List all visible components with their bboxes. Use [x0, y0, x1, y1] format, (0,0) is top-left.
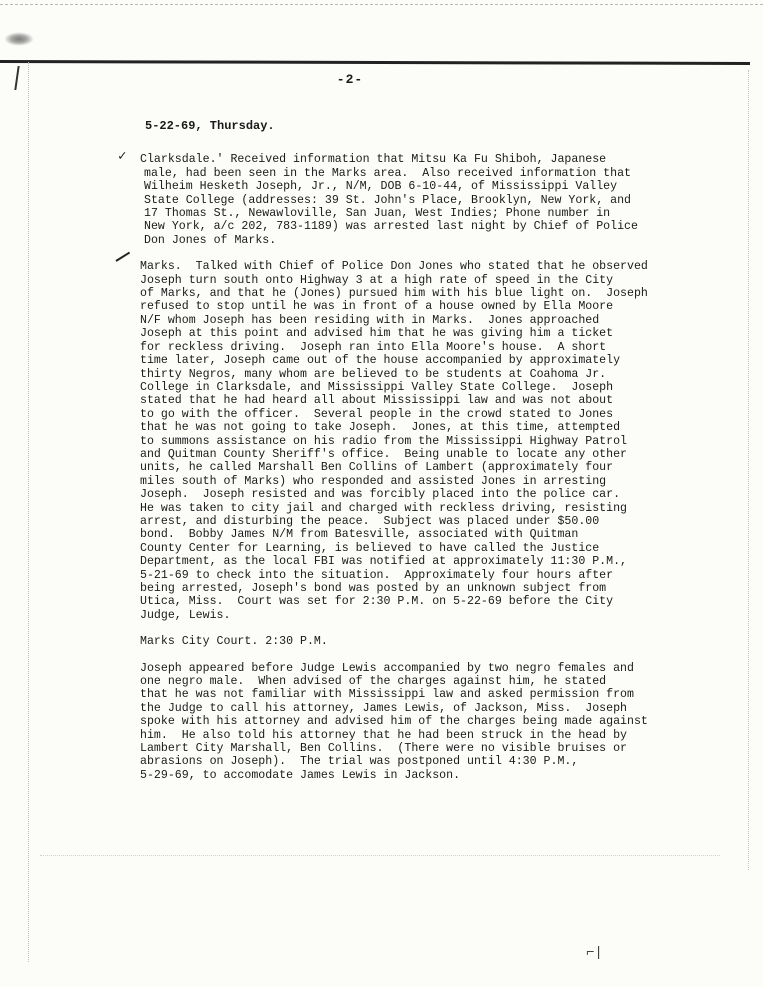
text-line: to summons assistance on his radio from the Mississippi Highway Patrol: [140, 434, 628, 448]
text-line: Joseph. Joseph resisted and was forcibly placed into the police car.: [140, 488, 621, 502]
text-line: miles south of Marks) who responded and assisted Jones in arresting: [140, 474, 607, 488]
text-line: thirty Negros, many whom are believed to be students at Coahoma Jr.: [140, 367, 607, 381]
text-line: and Quitman County Sheriff's office. Being unable to locate any other: [140, 447, 628, 461]
text-line: Judge, Lewis.: [140, 608, 231, 622]
paragraph-court: [140, 662, 740, 783]
page-number: -2-: [336, 72, 364, 87]
text-line: State College (addresses: 39 St. John's Place, Brooklyn, New York, and: [144, 193, 632, 207]
text-line: New York, a/c 202, 783-1189) was arrested last night by Chief of Police: [144, 220, 638, 234]
scan-right-margin: [748, 70, 749, 870]
text-line: that he was not familiar with Mississippi law and asked permission from: [140, 688, 634, 702]
scan-smudge: [4, 32, 34, 46]
text-line: him. He also told his attorney that he had been struck in the head by: [140, 728, 628, 742]
text-line: of Marks, and that he (Jones) pursued him with his blue light on. Joseph: [140, 287, 648, 301]
text-line: the Judge to call his attorney, James Lewis, of Jackson, Miss. Joseph: [140, 701, 628, 715]
text-line: Marks. Talked with Chief of Police Don Jones who stated that he observed: [140, 260, 648, 274]
paragraph-clarksdale: [118, 149, 740, 247]
handwritten-check-icon: ✓: [118, 149, 127, 166]
scan-border-top: [0, 4, 763, 5]
document-body: [118, 119, 740, 795]
text-line: 5-29-69, to accomodate James Lewis in Jackson.: [140, 768, 461, 782]
scan-noise: [40, 855, 720, 856]
text-line: Joseph turn south onto Highway 3 at a high rate of speed in the City: [140, 273, 614, 287]
text-line: N/F whom Joseph has been residing with in Marks. Jones approached: [140, 313, 600, 327]
text-line: Don Jones of Marks.: [144, 233, 277, 247]
text-line: being arrested, Joseph's bond was posted by an unknown subject from: [140, 582, 607, 595]
text-line: Department, as the local FBI was notified at approximately 11:30 P.M.,: [140, 555, 628, 569]
text-line: one negro male. When advised of the charges against him, he stated: [140, 675, 607, 689]
text-line: spoke with his attorney and advised him of the charges being made against: [140, 715, 648, 729]
text-line: Lambert City Marshall, Ben Collins. (There were no visible bruises or: [140, 742, 628, 756]
paragraph-marks: [140, 260, 740, 622]
text-line: time later, Joseph came out of the house accompanied by approximately: [140, 354, 621, 368]
handwritten-stroke-icon: [115, 252, 130, 262]
text-line: Joseph appeared before Judge Lewis accompanied by two negro females and: [140, 661, 634, 675]
text-line: 5-21-69 to check into the situation. Approximately four hours after: [140, 568, 614, 582]
text-line: stated that he had heard all about Mississippi law and was not about: [140, 394, 614, 408]
text-line: Wilheim Hesketh Joseph, Jr., N/M, DOB 6-10-44, of Mississippi Valley: [144, 180, 618, 194]
text-line: male, had been seen in the Marks area. Also received information that: [144, 166, 632, 180]
text-line: that he was not going to take Joseph. Jones, at this time, attempted: [140, 421, 621, 435]
text-line: to go with the officer. Several people in the crowd stated to Jones: [140, 407, 614, 421]
scan-left-margin: [28, 62, 29, 962]
text-line: refused to stop until he was in front of a house owned by Ella Moore: [140, 300, 614, 314]
text-line: Clarksdale.' Received information that Mitsu Ka Fu Shiboh, Japanese: [140, 153, 607, 167]
text-line: 17 Thomas St., Newawloville, San Juan, West Indies; Phone number in: [144, 207, 611, 221]
text-line: Joseph at this point and advised him that he was giving him a ticket: [140, 327, 614, 341]
corner-mark: ⌐|: [586, 945, 603, 961]
text-line: He was taken to city jail and charged with reckless driving, resisting: [140, 501, 628, 515]
date-heading: 5-22-69, Thursday.: [145, 119, 275, 133]
text-line: Utica, Miss. Court was set for 2:30 P.M. on 5-22-69 before the City: [140, 595, 614, 609]
text-line: for reckless driving. Joseph ran into Ella Moore's house. A short: [140, 340, 607, 354]
court-heading: Marks City Court. 2:30 P.M.: [140, 635, 328, 649]
text-line: bond. Bobby James N/M from Batesville, associated with Quitman: [140, 528, 579, 542]
page-top-edge: [0, 60, 750, 65]
text-line: County Center for Learning, is believed to have called the Justice: [140, 541, 600, 555]
text-line: abrasions on Joseph). The trial was postponed until 4:30 P.M.,: [140, 755, 579, 769]
text-line: College in Clarksdale, and Mississippi Valley State College. Joseph: [140, 380, 614, 394]
text-line: units, he called Marshall Ben Collins of Lambert (approximately four: [140, 461, 614, 475]
text-line: arrest, and disturbing the peace. Subject was placed under $50.00: [140, 514, 600, 528]
